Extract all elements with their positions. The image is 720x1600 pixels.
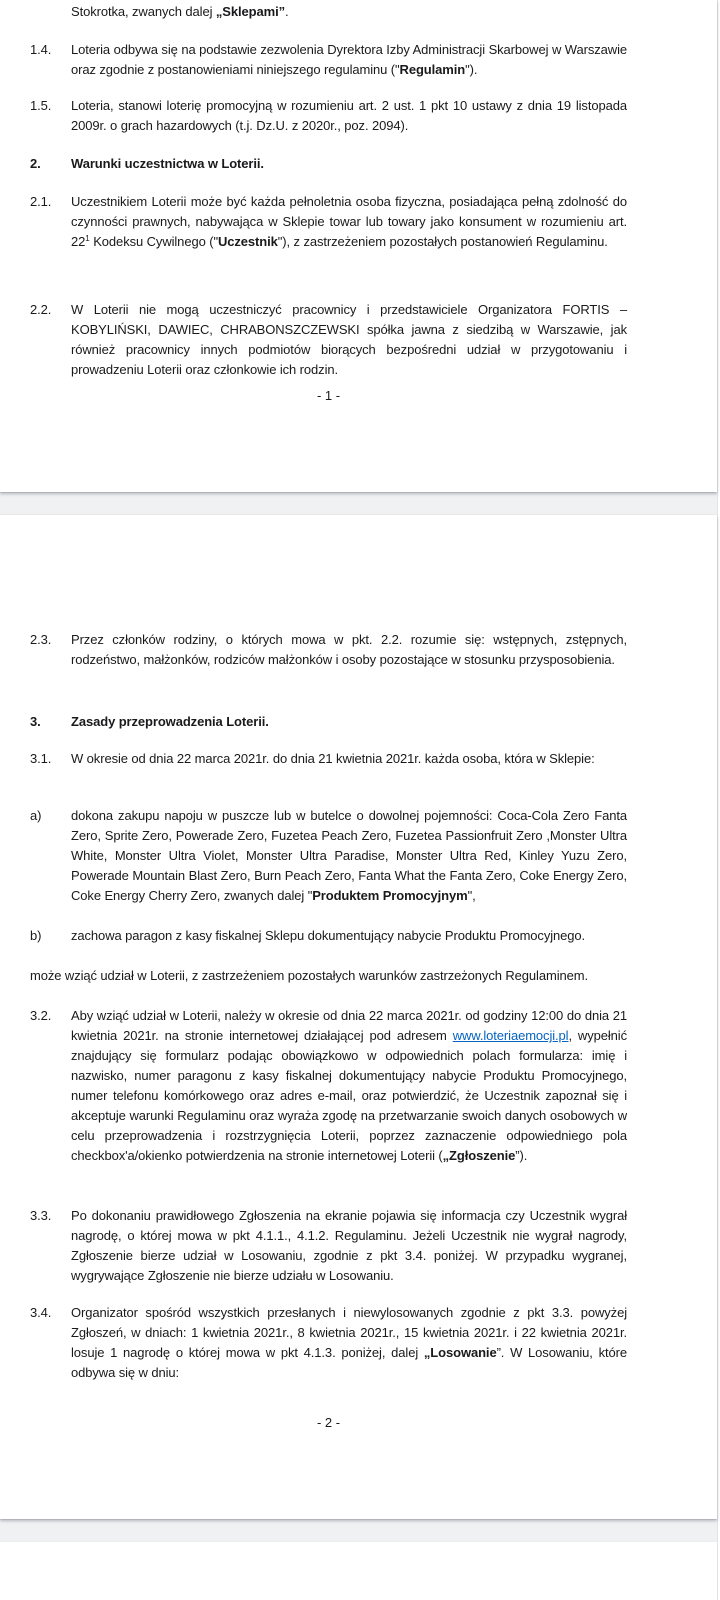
page-separator xyxy=(0,1519,717,1542)
paragraph-2-1 xyxy=(30,192,627,252)
page-number-label: - 1 - xyxy=(316,388,341,403)
paragraph-3-3 xyxy=(30,1206,627,1286)
paragraph-text xyxy=(71,1006,627,1166)
paragraph-text xyxy=(71,2,627,22)
item-number: 2.3. xyxy=(30,632,52,647)
text-segment: Loteria, stanowi loterię promocyjną w rozumieniu art. 2 ust. 1 pkt 10 ustawy z dnia 19 listopada 2009r. o grach hazardowych (t.j. Dz.U. z 2020r., poz. 2094). xyxy=(71,98,627,133)
item-number: 2.1. xyxy=(30,194,52,209)
text-segment: Organizator spośród wszystkich przesłanych i niewylosowanych zgodnie z pkt 3.3. powyżej Zgłoszeń, w dniach: 1 kwietnia 2021r., 8 kwietnia 2021r., 15 kwietnia 2021r. i 22 kwietnia 2021r. losuje 1 nagrodę o której mowa w pkt 4.1.3. poniżej, dalej xyxy=(71,1305,627,1360)
page-separator xyxy=(0,492,717,515)
text-segment: Stokrotka, zwanych dalej xyxy=(71,4,216,19)
item-number: 3. xyxy=(30,714,41,729)
text-segment: Kodeksu Cywilnego (" xyxy=(89,234,218,249)
superscript-text: 1 xyxy=(85,234,90,243)
text-segment: W okresie od dnia 22 marca 2021r. do dnia 21 kwietnia 2021r. każda osoba, która w Sklepie: xyxy=(71,751,595,766)
text-segment: zachowa paragon z kasy fiskalnej Sklepu dokumentujący nabycie Produktu Promocyjnego. xyxy=(71,928,586,943)
heading-3 xyxy=(30,712,627,732)
paragraph-text xyxy=(71,1206,627,1286)
paragraph-text xyxy=(71,630,627,670)
text-segment: Uczestnikiem Loterii może być każda pełnoletnia osoba fizyczna, posiadająca pełną zdolność do czynności prawnych, nabywająca w Sklepie towar lub towary jako konsument w rozumieniu art. 22 xyxy=(71,194,627,249)
text-segment: dokona zakupu napoju w puszcze lub w butelce o dowolnej pojemności: Coca-Cola Zero Fanta Zero, Sprite Zero, Powerade Zero, Fuzetea Peach Zero, Fuzetea Passionfruit Zero ,Monster Ultra White, Monster Ultra Violet, Monster Ultra Paradise, Monster Ultra Red, Kinley Yuzu Zero, Powerade Mountain Blast Zero, Burn Peach Zero, Fanta What the Fanta Zero, Coke Energy Zero, Coke Energy Cherry Zero, zwanych dalej " xyxy=(71,808,627,903)
item-number: 3.2. xyxy=(30,1008,52,1023)
text-segment: Przez członków rodziny, o których mowa w pkt. 2.2. rozumie się: wstępnych, zstępnych, rodzeństwo, małżonków, rodziców małżonków i osoby pozostające w stosunku przysposobienia. xyxy=(71,632,627,667)
item-number: 1.4. xyxy=(30,42,52,57)
item-number: 3.3. xyxy=(30,1208,52,1223)
item-number: 2. xyxy=(30,156,41,171)
paragraph-text xyxy=(71,154,627,174)
paragraph-1-3-continuation xyxy=(30,2,627,22)
paragraph-text xyxy=(71,712,627,732)
item-number: 3.1. xyxy=(30,751,52,766)
page-2 xyxy=(0,515,717,1519)
paragraph-text xyxy=(71,192,627,252)
text-segment: W Loterii nie mogą uczestniczyć pracownicy i przedstawiciele Organizatora FORTIS – KOBYLIŃSKI, DAWIEC, CHRABONSZCZEWSKI spółka jawna z siedzibą w Warszawie, jak również pracownicy innych podmiotów biorących bezpośredni udział w przygotowaniu i prowadzeniu Loterii oraz członkowie ich rodzin. xyxy=(71,302,627,377)
paragraph-text xyxy=(71,749,627,769)
paragraph-text xyxy=(30,966,627,986)
item-number: a) xyxy=(30,808,42,823)
text-segment: ”. W Losowaniu, które odbywa się w dniu: xyxy=(71,1345,627,1380)
text-segment: "), z zastrzeżeniem pozostałych postanowień Regulaminu. xyxy=(277,234,608,249)
paragraph-text xyxy=(71,926,627,946)
bold-text-segment: „Sklepami” xyxy=(215,4,285,19)
list-item-b xyxy=(30,926,627,946)
bold-text-segment: Regulamin xyxy=(399,62,466,77)
text-segment: . xyxy=(285,4,289,19)
text-segment: Loteria odbywa się na podstawie zezwolenia Dyrektora Izby Administracji Skarbowej w Warszawie oraz zgodnie z postanowieniami niniejszego regulaminu (" xyxy=(71,42,627,77)
bold-text-segment: Zasady przeprowadzenia Loterii. xyxy=(71,714,269,729)
bold-text-segment: Warunki uczestnictwa w Loterii. xyxy=(71,156,264,171)
paragraph-2-2 xyxy=(30,300,627,380)
heading-2 xyxy=(30,154,627,174)
item-number: 2.2. xyxy=(30,302,52,317)
item-number: 3.4. xyxy=(30,1305,52,1320)
paragraph-3-1 xyxy=(30,749,627,769)
bold-text-segment: „Zgłoszenie xyxy=(442,1148,516,1163)
text-segment: może wziąć udział w Loterii, z zastrzeżeniem pozostałych warunków zastrzeżonych Regulaminem. xyxy=(30,968,588,983)
paragraph-3-2 xyxy=(30,1006,627,1166)
item-number: b) xyxy=(30,928,42,943)
text-segment: Po dokonaniu prawidłowego Zgłoszenia na ekranie pojawia się informacja czy Uczestnik wygrał nagrodę, o której mowa w pkt 4.1.1., 4.1.2. Regulaminu. Jeżeli Uczestnik nie wygrał nagrody, Zgłoszenie bierze udział w Losowaniu, zgodnie z pkt 3.4. poniżej. W przypadku wygranej, wygrywające Zgłoszenie nie bierze udziału w Losowaniu. xyxy=(71,1208,627,1283)
hyperlink[interactable]: www.loteriaemocji.pl xyxy=(452,1028,569,1043)
item-number: 1.5. xyxy=(30,98,52,113)
page-number-label: - 2 - xyxy=(316,1415,341,1430)
bold-text-segment: „Losowanie xyxy=(423,1345,497,1360)
text-segment: ”). xyxy=(515,1148,528,1163)
page-1 xyxy=(0,0,717,492)
text-segment: Aby wziąć udział w Loterii, należy w okresie od dnia 22 marca 2021r. od godziny 12:00 do dnia 21 kwietnia 2021r. na stronie internetowej działającej pod adresem xyxy=(71,1008,627,1043)
paragraph-text xyxy=(71,40,627,80)
bold-text-segment: Produktem Promocyjnym xyxy=(312,888,468,903)
paragraph-2-3 xyxy=(30,630,627,670)
paragraph-text xyxy=(71,300,627,380)
list-item-a xyxy=(30,806,627,906)
text-segment: , wypełnić znajdujący się formularz podając obowiązkowo w odpowiednich polach formularza: imię i nazwisko, numer paragonu z kasy fiskalnej dokumentujący nabycie Produktu Promocyjnego, numer telefonu komórkowego oraz adres e-mail, oraz potwierdzić, że Uczestnik zapoznał się i akceptuje warunki Regulaminu oraz wyraża zgodę na przetwarzanie swoich danych osobowych w celu przeprowadzenia i rozstrzygnięcia Loterii, poprzez zaznaczenie odpowiedniego pola checkbox'a/okienko potwierdzenia na stronie internetowej Loterii ( xyxy=(71,1028,627,1163)
page-3-partial xyxy=(0,1542,717,1600)
text-segment: "). xyxy=(465,62,478,77)
paragraph-text xyxy=(71,806,627,906)
paragraph-1-5 xyxy=(30,96,627,136)
text-segment: ", xyxy=(467,888,476,903)
paragraph-3-4 xyxy=(30,1303,627,1383)
bold-text-segment: Uczestnik xyxy=(217,234,278,249)
paragraph-3-1-continuation xyxy=(30,966,627,986)
paragraph-text xyxy=(71,1303,627,1383)
paragraph-1-4 xyxy=(30,40,627,80)
paragraph-text xyxy=(71,96,627,136)
